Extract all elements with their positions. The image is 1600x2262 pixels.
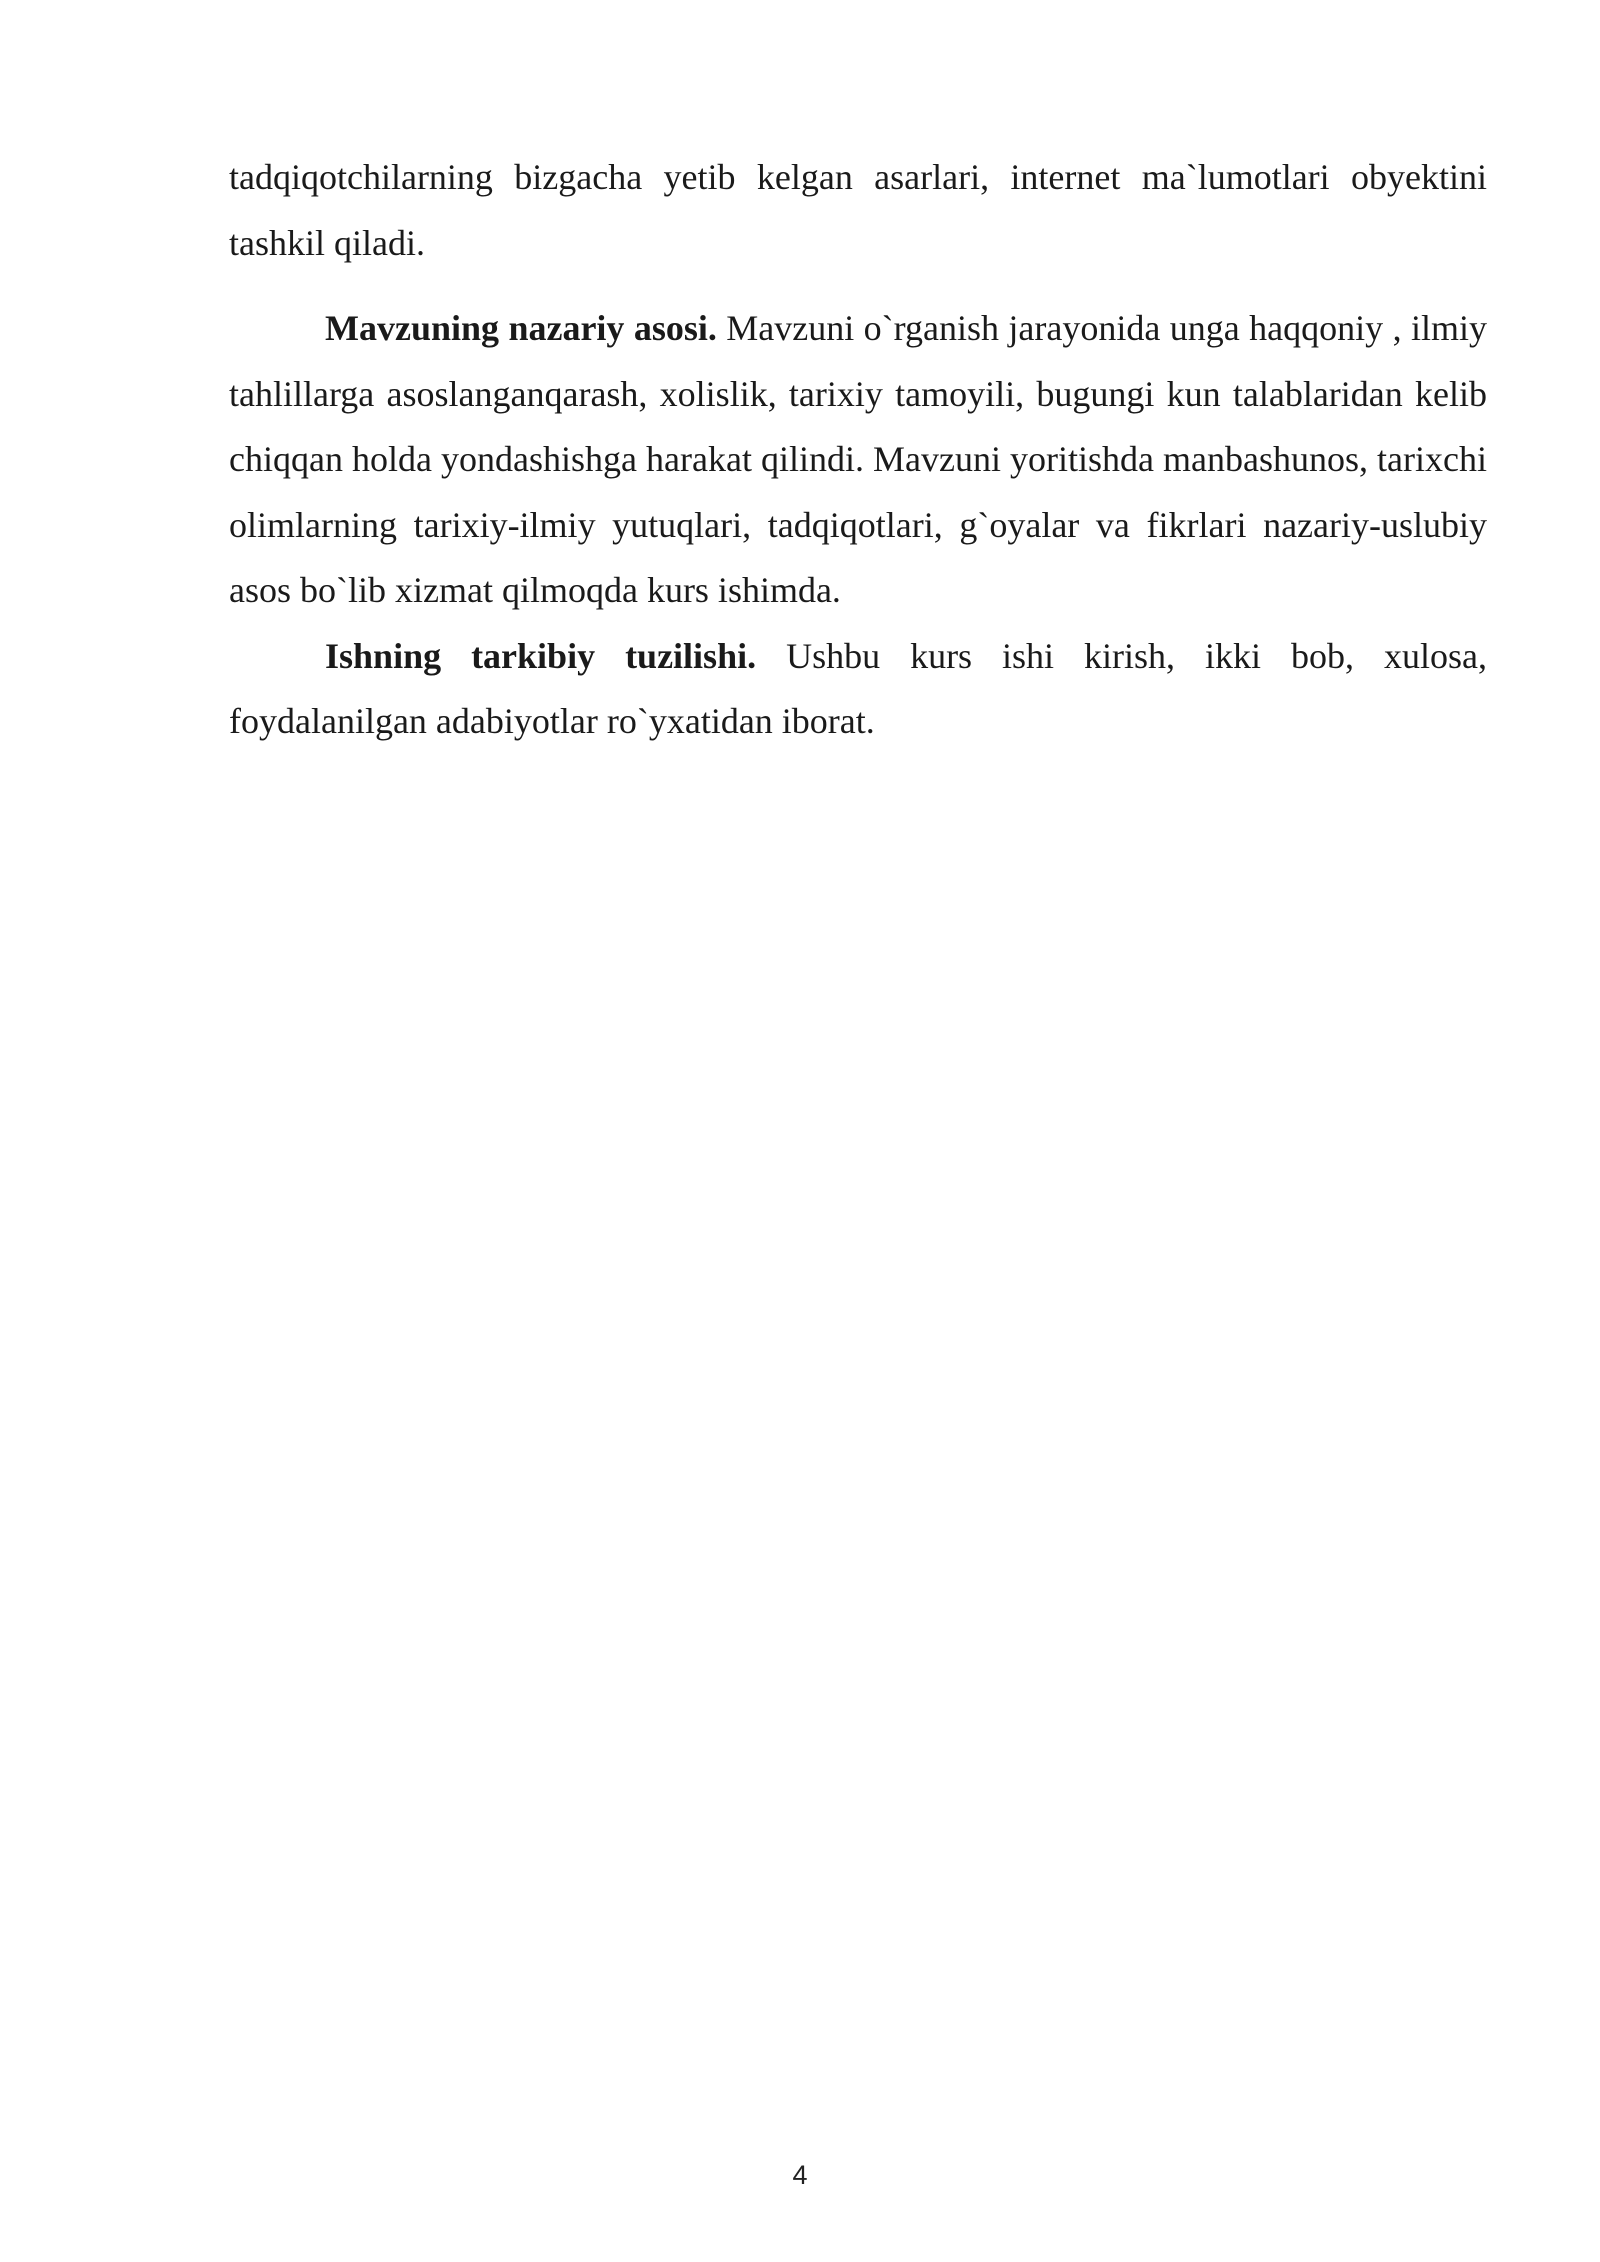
page-body [229,145,1487,755]
paragraph-text: Mavzuni o`rganish jarayonida unga haqqoniy , ilmiy tahlillarga asoslanganqarash, xolislik, tarixiy tamoyili, bugungi kun talablaridan kelib chiqqan holda yondashishga harakat qilindi. Mavzuni yoritishda manbashunos, tarixchi olimlarning tarixiy-ilmiy yutuqlari, tadqiqotlari, g`oyalar va fikrlari nazariy-uslubiy asos bo`lib xizmat qilmoqda kurs ishimda. [229,308,1487,610]
page-number: 4 [792,2160,808,2190]
paragraph-text: tadqiqotchilarning bizgacha yetib kelgan asarlari, internet ma`lumotlari obyektini tashkil qiladi. [229,157,1487,263]
paragraph-continuation [229,145,1487,276]
paragraph-theoretical-basis [229,296,1487,624]
paragraph-text: Ushbu kurs ishi kirish, ikki bob, xulosa, foydalanilgan adabiyotlar ro`yxatidan iborat. [229,635,1487,741]
paragraph-heading: Ishning tarkibiy tuzilishi. [325,635,757,676]
paragraph-heading: Mavzuning nazariy asosi. [325,308,717,348]
paragraph-work-structure [229,624,1487,755]
